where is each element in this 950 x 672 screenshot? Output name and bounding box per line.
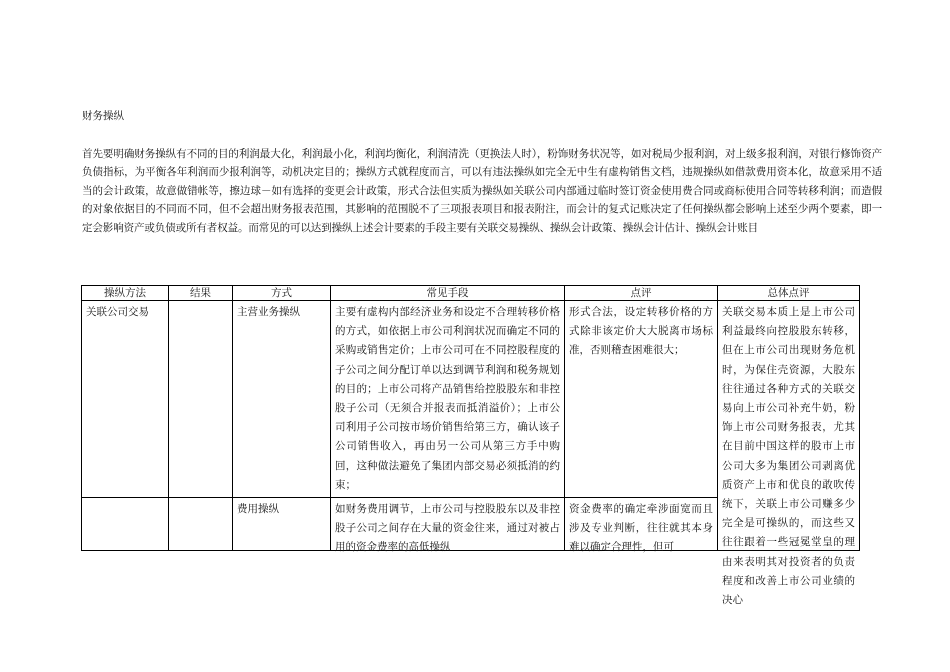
header-way: 方式 bbox=[233, 286, 331, 301]
cell-way: 主营业务操纵 bbox=[233, 301, 331, 498]
cell-method bbox=[82, 498, 169, 551]
cell-result bbox=[169, 301, 233, 498]
header-result: 结果 bbox=[169, 286, 233, 301]
manipulation-table bbox=[81, 285, 860, 607]
header-means: 常见手段 bbox=[331, 286, 565, 301]
summary-text: 关联交易本质上是上市公司利益最终向控股股东转移，但在上市公司出现财务危机时，为保住壳资源，大股东往往通过各种方式的关联交易向上市公司补充牛奶，粉饰上市公司财务报表，尤其在目前中国这样的股市上市公司大多为集团公司剥离优质资产上市和优良的敢吹传统下，关联上市公司赚多少完全是可操纵的，而这些又往往跟着一些冠冕堂皇的理由来表明其对投资者的负责程度和改善上市公司业绩的决心 bbox=[722, 306, 855, 607]
cell-means: 主要有虚构内部经济业务和设定不合理转移价格的方式，如依据上市公司利润状况而确定不同的采购或销售定价；上市公司可在不同控股程度的子公司之间分配订单以达到调节利润和税务规划的目的；上市公司将产品销售给控股股东和非控股子公司（无须合并报表而抵消溢价）；上市公司利用子公司按市场价销售给第三方，确认该子公司销售收入，再由另一公司从第三方手中购回，这种做法避免了集团内部交易必须抵消的约束； bbox=[331, 301, 565, 498]
cell-method: 关联公司交易 bbox=[82, 301, 169, 498]
intro-paragraph: 首先要明确财务操纵有不同的目的利润最大化，利润最小化，利润均衡化，利润清洗（更换法人时），粉饰财务状况等，如对税局少报利润，对上级多报利润，对银行修饰资产负债指标，为平衡各年利润而少报利润等，动机决定目的；操纵方式就程度而言，可以有违法操纵如完全无中生有虚构销售文档，违规操纵如借款费用资本化，故意采用不适当的会计政策，故意做错帐等，擦边球－如有选择的变更会计政策，形式合法但实质为操纵如关联公司内部通过临时签订资金使用费合同或商标使用合同等转移利润；而造假的对象依据目的不同而不同，但不会超出财务报表范围，其影响的范围脱不了三项报表项目和报表附注，而会计的复式记账决定了任何操纵都会影响上述至少两个要素，即一定会影响资产或负债或所有者权益。而常见的可以达到操纵上述会计要素的手段主要有关联交易操纵、操纵会计政策、操纵会计估计、操纵会计账目 bbox=[82, 148, 882, 234]
header-comment: 点评 bbox=[565, 286, 718, 301]
document-title: 财务操纵 bbox=[82, 110, 124, 122]
cell-comment: 形式合法，设定转移价格的方式除非该定价大大脱离市场标准，否则稽查困难很大； bbox=[565, 301, 718, 498]
header-method: 操纵方法 bbox=[82, 286, 169, 301]
cell-way: 费用操纵 bbox=[233, 498, 331, 551]
cell-means bbox=[331, 498, 565, 554]
table-header-row bbox=[82, 286, 860, 301]
means-text: 如财务费用调节，上市公司与控股股东以及非控股子公司之间存在大量的资金往来，通过对被占用的资金费率的高低操纵 bbox=[335, 503, 560, 554]
cell-result bbox=[169, 498, 233, 551]
header-summary: 总体点评 bbox=[718, 286, 860, 301]
comment-text: 资金费率的确定牵涉面宽而且涉及专业判断，往往就其本身难以确定合理性，但可 bbox=[569, 503, 713, 554]
cell-comment bbox=[565, 498, 718, 554]
cell-summary bbox=[718, 301, 860, 607]
table-row bbox=[82, 301, 860, 498]
